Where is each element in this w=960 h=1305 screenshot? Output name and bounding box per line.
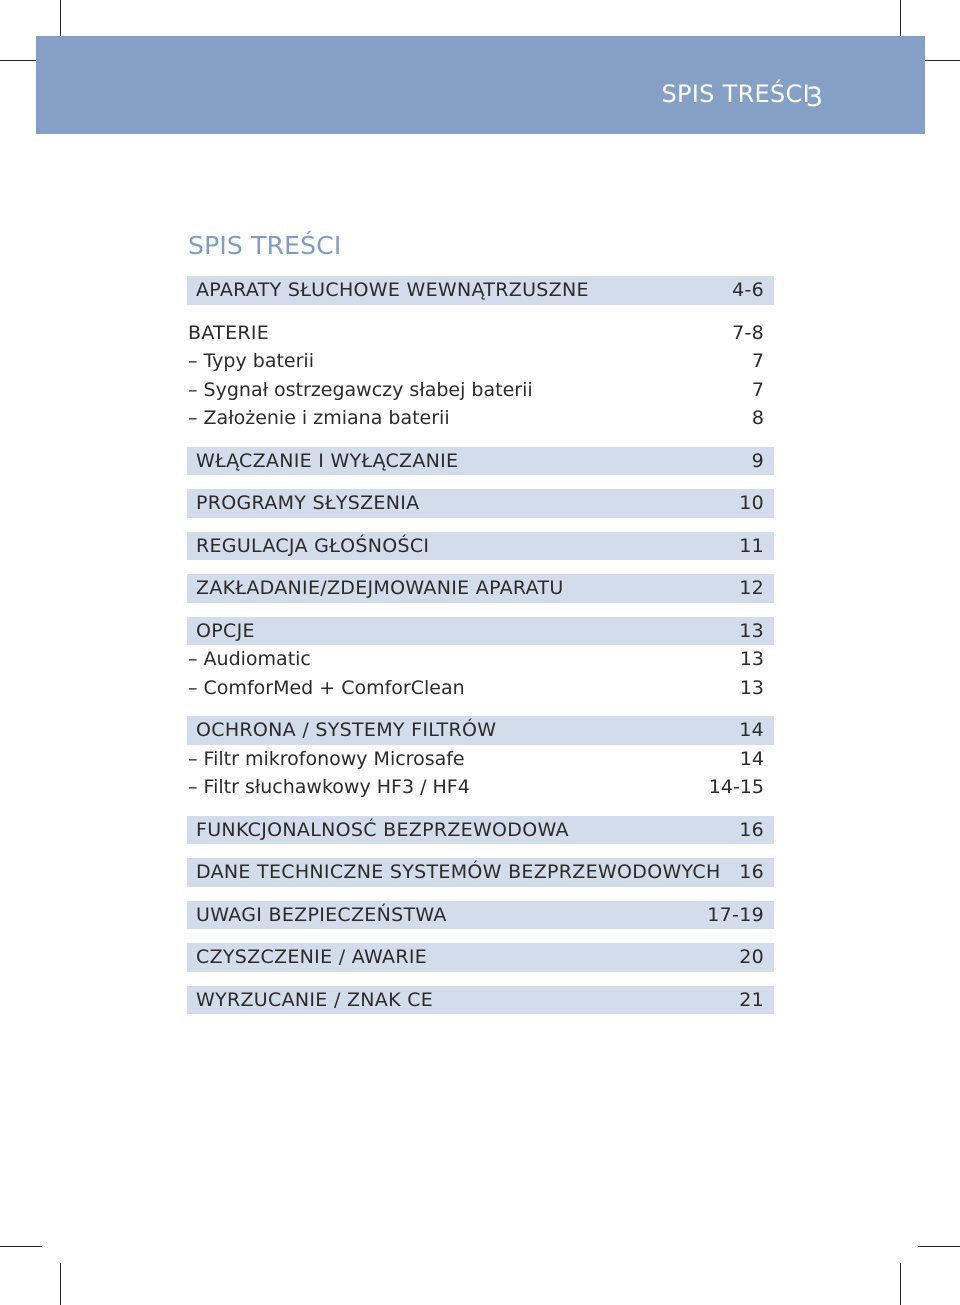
toc-group: [187, 617, 774, 703]
toc-heading: SPIS TREŚCI: [188, 231, 342, 260]
toc-subentry-label: – Filtr mikrofonowy Microsafe: [188, 747, 465, 770]
toc-entry[interactable]: [187, 858, 774, 887]
toc-entry-title: FUNKCJONALNOSĆ BEZPRZEWODOWA: [196, 818, 569, 841]
toc-group: [187, 858, 774, 887]
toc-entry-title: ZAKŁADANIE/ZDEJMOWANIE APARATU: [196, 577, 564, 600]
toc-entry-title: WYRZUCANIE / ZNAK CE: [196, 988, 434, 1011]
toc-group: [187, 816, 774, 845]
toc-subentry-page: 13: [739, 676, 764, 699]
toc-subentry-label: – Sygnał ostrzegawczy słabej baterii: [188, 378, 533, 401]
toc-entry[interactable]: [187, 574, 774, 603]
toc-entry-page: 7-8: [732, 321, 764, 344]
header-title: SPIS TREŚCI: [661, 80, 810, 108]
toc-entry-page: 20: [739, 946, 764, 969]
toc-entry[interactable]: [187, 276, 774, 305]
crop-mark-bottom-left-v: [60, 1263, 61, 1305]
toc-entry-page: 16: [739, 861, 764, 884]
table-of-contents: [187, 276, 774, 1014]
crop-mark-bottom-left-h: [0, 1246, 42, 1247]
toc-subentry[interactable]: [187, 773, 774, 802]
toc-subentry-label: – Filtr słuchawkowy HF3 / HF4: [188, 776, 470, 799]
toc-group: [187, 489, 774, 518]
toc-entry-page: 10: [739, 492, 764, 515]
toc-entry-title: APARATY SŁUCHOWE WEWNĄTRZUSZNE: [196, 279, 589, 302]
toc-entry[interactable]: [187, 986, 774, 1015]
toc-entry-page: 21: [739, 988, 764, 1011]
toc-entry[interactable]: [187, 617, 774, 646]
toc-group: [187, 901, 774, 930]
toc-entry-title: DANE TECHNICZNE SYSTEMÓW BEZPRZEWODOWYCH: [196, 861, 721, 884]
toc-entry-page: 13: [739, 619, 764, 642]
toc-entry-title: UWAGI BEZPIECZEŃSTWA: [196, 903, 447, 926]
toc-entry-page: 9: [751, 449, 764, 472]
toc-subentry-label: – Założenie i zmiana baterii: [188, 407, 450, 430]
toc-group: [187, 447, 774, 476]
toc-entry[interactable]: [187, 901, 774, 930]
toc-entry[interactable]: [187, 816, 774, 845]
toc-entry-page: 14: [739, 719, 764, 742]
toc-group: [187, 943, 774, 972]
toc-subentry-label: – Audiomatic: [188, 648, 311, 671]
toc-entry-title: OPCJE: [196, 619, 255, 642]
toc-entry-page: 11: [739, 534, 764, 557]
toc-subentry-label: – ComforMed + ComforClean: [188, 676, 465, 699]
toc-subentry[interactable]: [187, 745, 774, 774]
toc-subentry[interactable]: [187, 645, 774, 674]
crop-mark-bottom-right-h: [918, 1246, 960, 1247]
crop-mark-bottom-right-v: [900, 1263, 901, 1305]
toc-group: [187, 532, 774, 561]
toc-entry[interactable]: [187, 447, 774, 476]
toc-entry-page: 12: [739, 577, 764, 600]
toc-entry[interactable]: [187, 532, 774, 561]
toc-subentry-page: 7: [751, 378, 764, 401]
toc-group: [187, 716, 774, 802]
toc-subentry-page: 8: [751, 407, 764, 430]
toc-subentry-page: 13: [739, 648, 764, 671]
toc-subentry-page: 14-15: [708, 776, 764, 799]
toc-group: [187, 574, 774, 603]
toc-entry[interactable]: [187, 319, 774, 348]
toc-group: [187, 319, 774, 433]
toc-subentry-page: 14: [739, 747, 764, 770]
toc-subentry[interactable]: [187, 376, 774, 405]
toc-entry-title: OCHRONA / SYSTEMY FILTRÓW: [196, 719, 497, 742]
toc-subentry-page: 7: [751, 350, 764, 373]
toc-entry[interactable]: [187, 489, 774, 518]
toc-entry[interactable]: [187, 943, 774, 972]
toc-entry-page: 16: [739, 818, 764, 841]
toc-entry-page: 17-19: [707, 903, 764, 926]
toc-entry-title: CZYSZCZENIE / AWARIE: [196, 946, 428, 969]
toc-entry-page: 4-6: [732, 279, 764, 302]
toc-subentry[interactable]: [187, 404, 774, 433]
toc-subentry[interactable]: [187, 674, 774, 703]
toc-subentry[interactable]: [187, 347, 774, 376]
toc-entry-title: WŁĄCZANIE I WYŁĄCZANIE: [196, 449, 459, 472]
toc-group: [187, 986, 774, 1015]
toc-entry-title: PROGRAMY SŁYSZENIA: [196, 492, 420, 515]
toc-entry-title: REGULACJA GŁOŚNOŚCI: [196, 534, 430, 557]
toc-entry-title: BATERIE: [188, 321, 270, 344]
page-number: 3: [805, 82, 823, 113]
toc-entry[interactable]: [187, 716, 774, 745]
toc-group: [187, 276, 774, 305]
toc-subentry-label: – Typy baterii: [188, 350, 314, 373]
